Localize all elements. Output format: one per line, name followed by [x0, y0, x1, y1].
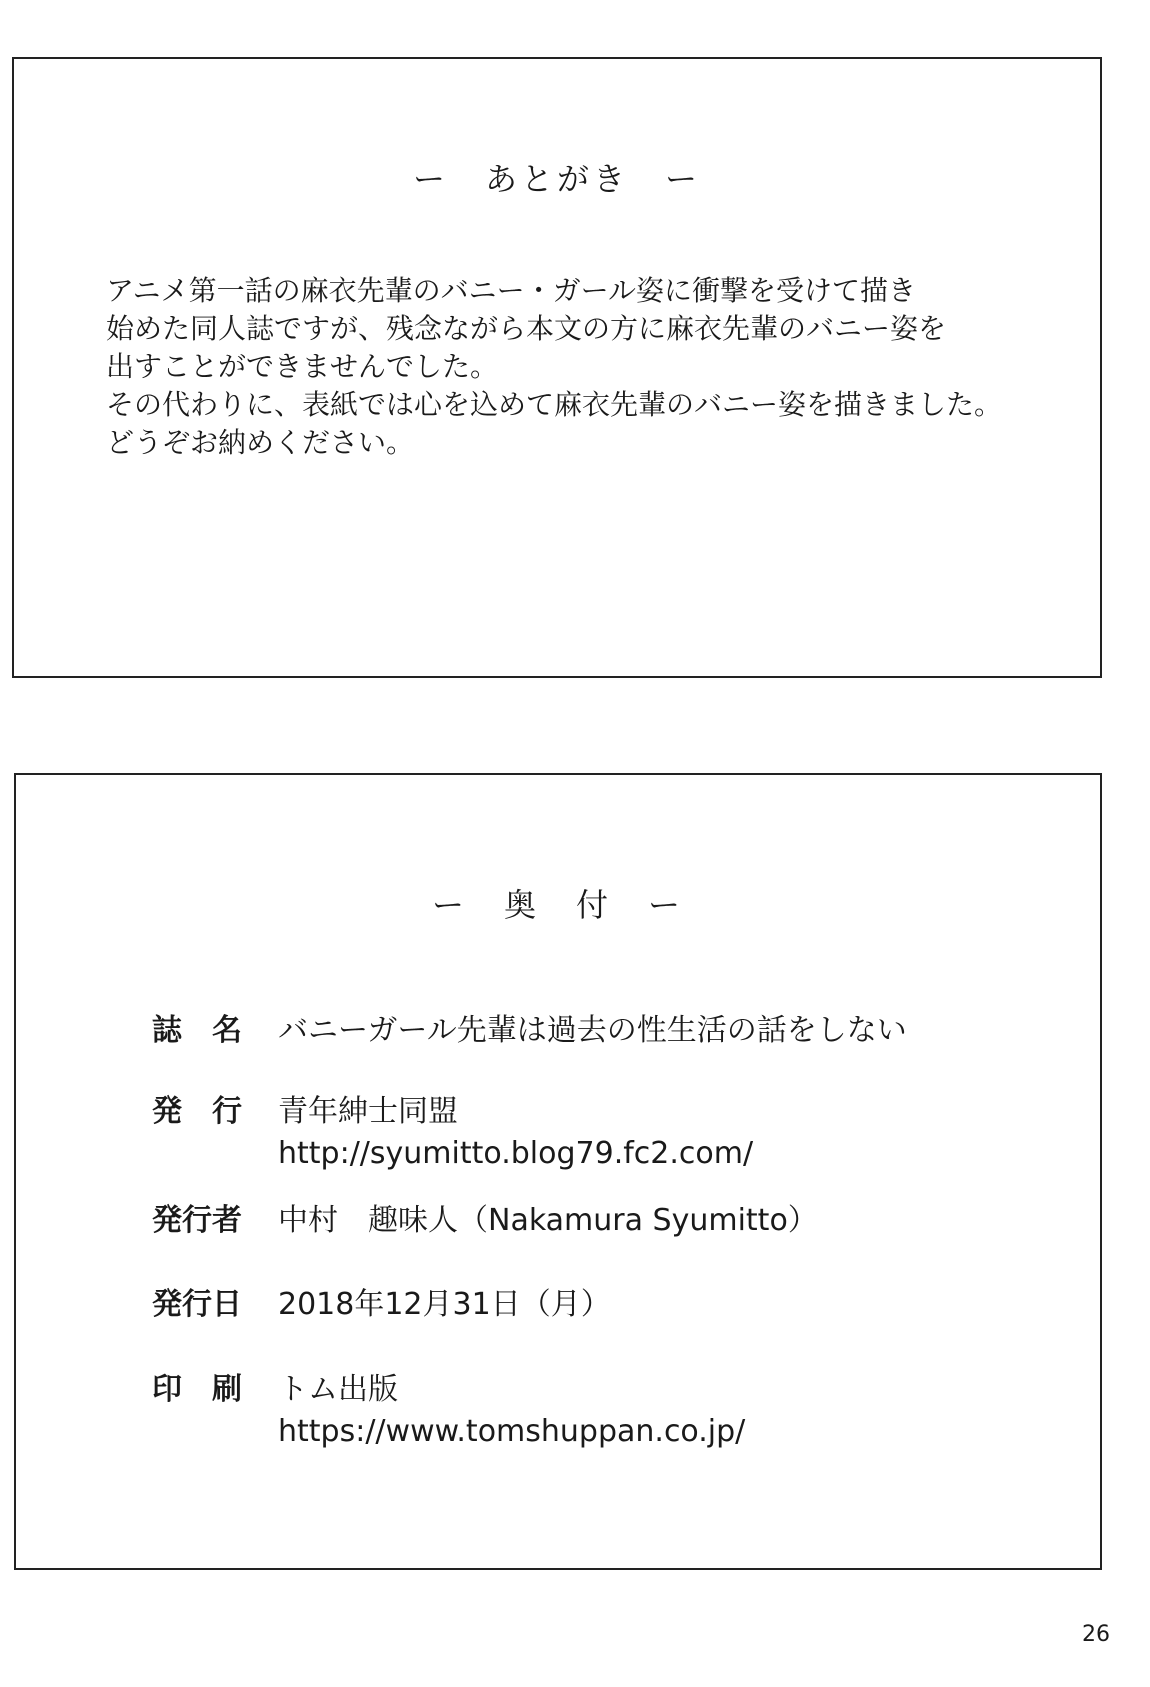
- title-label: 誌 名: [152, 1013, 242, 1048]
- afterword-line: アニメ第一話の麻衣先輩のバニー・ガール姿に衝撃を受けて描き: [106, 274, 917, 307]
- printer-value: トム出版: [278, 1372, 398, 1407]
- publisher-label: 発 行: [152, 1094, 242, 1129]
- afterword-line: 始めた同人誌ですが、残念ながら本文の方に麻衣先輩のバニー姿を: [106, 312, 947, 345]
- author-value: 中村 趣味人（Nakamura Syumitto）: [278, 1203, 818, 1238]
- publisher-url-link[interactable]: http://syumitto.blog79.fc2.com/: [278, 1136, 754, 1171]
- date-value: 2018年12月31日（月）: [278, 1287, 611, 1322]
- afterword-line: どうぞお納めください。: [106, 426, 415, 459]
- page-number: 26: [1082, 1622, 1110, 1647]
- colophon-heading: ー 奥 付 ー: [431, 886, 684, 924]
- colophon-box: [14, 773, 1102, 1570]
- afterword-box: [12, 57, 1102, 678]
- afterword-body: [106, 272, 1002, 462]
- afterword-line: 出すことができませんでした。: [106, 350, 499, 383]
- title-value: バニーガール先輩は過去の性生活の話をしない: [278, 1013, 907, 1048]
- printer-url-link[interactable]: https://www.tomshuppan.co.jp/: [278, 1414, 746, 1449]
- afterword-heading: ー あとがき ー: [412, 160, 701, 198]
- date-label: 発行日: [152, 1287, 242, 1322]
- printer-label: 印 刷: [152, 1372, 242, 1407]
- author-label: 発行者: [152, 1203, 242, 1238]
- publisher-value: 青年紳士同盟: [278, 1094, 458, 1129]
- afterword-line: その代わりに、表紙では心を込めて麻衣先輩のバニー姿を描きました。: [106, 388, 1003, 421]
